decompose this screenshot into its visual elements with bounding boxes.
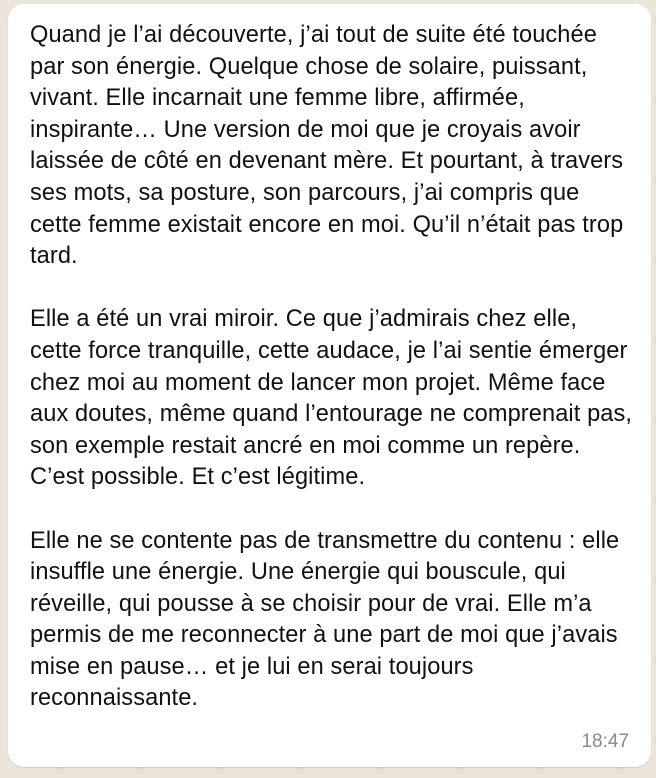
message-bubble[interactable]: [8, 4, 651, 767]
message-text: [30, 20, 633, 715]
message-paragraph-1: Quand je l’ai découverte, j’ai tout de suite été touchée par son énergie. Quelque chose de solaire, puissant, vivant. Elle incarnait une femme libre, affirmée, inspirante… Une version de moi que je croyais avoir laissée de côté en devenant mère. Et pourtant, à travers ses mots, sa posture, son parcours, j’ai compris que cette femme existait encore en moi. Qu’il n’était pas trop tard.: [30, 22, 624, 270]
message-paragraph-2: Elle a été un vrai miroir. Ce que j’admirais chez elle, cette force tranquille, cette audace, je l’ai sentie émerger chez moi au moment de lancer mon projet. Même face aux doutes, même quand l’entourage ne comprenait pas, son exemple restait ancré en moi comme un repère. C’est possible. Et c’est légitime.: [30, 306, 633, 491]
message-paragraph-3: Elle ne se contente pas de transmettre du contenu : elle insuffle une énergie. Une énergie qui bouscule, qui réveille, qui pousse à se choisir pour de vrai. Elle m’a permis de me reconnecter à une part de moi que j’avais mise en pause… et je lui en serai toujours reconnaissante.: [30, 527, 620, 712]
message-timestamp: 18:47: [581, 731, 629, 752]
